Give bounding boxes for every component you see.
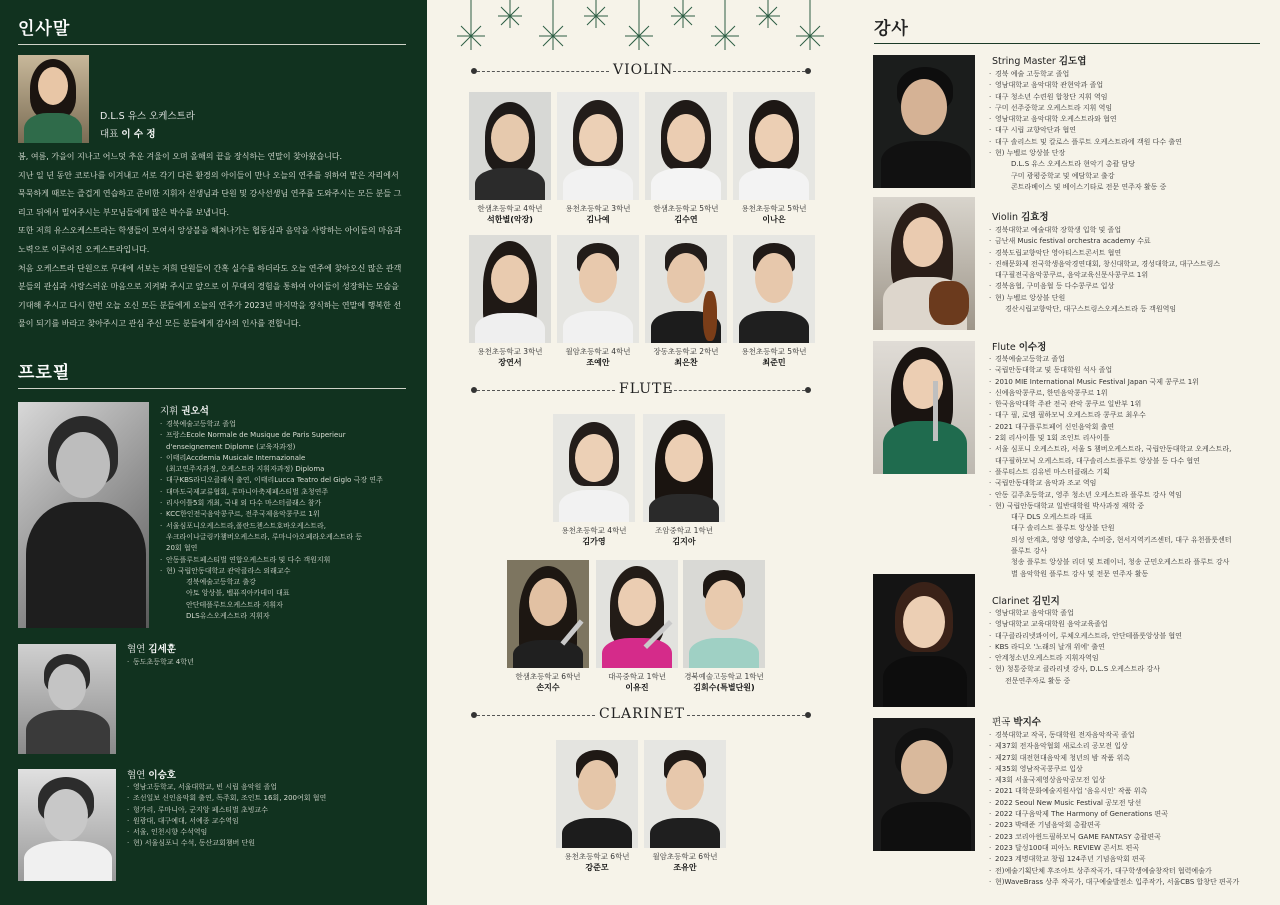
member-school: 장동초등학교 2학년	[653, 347, 719, 356]
greeting-paragraph: 처음 오케스트라 단원으로 무대에 서보는 저희 단원들이 간혹 실수를 하더라도 오늘 연주에 찾아오신 많은 관객분들의 관심과 사랑스러운 마음으로 지켜봐 주시고 앞으로 이 무대의 경험을 통하여 아이들이 성장하는 모습을 기대해 주시고 다시 한번 오늘 오신 모든 분들에게 오늘의 연주가 2023년 마지막을 장식하는 연말에 행복한 선물이 되기를 바라고 찾아주시고 관심 주신 모든 분들에게 감사의 인사를 전합니다.	[18, 263, 402, 329]
member-card	[683, 560, 765, 693]
bio-item: · 2021 대학문화예술지원사업 '음유시인' 작품 위촉	[989, 786, 1279, 797]
member-photo	[643, 414, 725, 522]
bio-item: · KBS 라디오 '노래의 날개 위에' 출연	[989, 642, 1279, 653]
instructor-name: 이수정	[1018, 342, 1047, 353]
bio-item: · KCC한인전국음악콩쿠르, 전주국제음악콩쿠르 1위	[160, 509, 425, 520]
bio-item: · 2회 리사이틀 및 1회 조인트 리사이틀	[989, 433, 1279, 444]
bio-item: · 현) 누벨르 앙상블 단원	[989, 293, 1279, 304]
bio-item: 전문연주자로 활동 중	[1005, 676, 1071, 685]
greeting-rule	[18, 44, 406, 45]
greeting-profile-panel	[0, 0, 427, 905]
member-name: 김나예	[586, 215, 610, 224]
member-photo	[645, 235, 727, 343]
bio-item: · 경북음협, 구미음협 등 다수콩쿠르 입상	[989, 281, 1279, 292]
instructor-bio	[989, 730, 1279, 888]
star-icon	[625, 0, 653, 50]
bio-item: · 제37회 전자음악협회 새로소리 공모전 입상	[989, 741, 1279, 752]
bio-item: · 이태리Accdemia Musicale Internazionale	[160, 453, 425, 464]
star-icon	[498, 0, 522, 28]
member-card	[645, 235, 727, 368]
bio-item: · 현) 국립안동대학교 일반대학원 박사과정 재학 중	[989, 501, 1279, 512]
member-name: 최은찬	[674, 358, 698, 367]
instructor-photo	[873, 574, 975, 707]
instructor-bio	[989, 225, 1279, 315]
member-card	[557, 92, 639, 225]
bio-item: · 제3회 서울국제영상음악공모전 입상	[989, 775, 1279, 786]
greeting-name: 이 수 정	[121, 129, 156, 140]
bio-item: · 제35회 영남작곡콩쿠르 입상	[989, 764, 1279, 775]
conductor-role: 지휘	[160, 406, 179, 417]
perf1-heading	[127, 641, 176, 655]
bio-item: 대구필하모닉 오케스트라, 대구솔리스트플루트 앙상블 등 다수 협연	[995, 456, 1200, 465]
perf2-heading	[127, 767, 176, 781]
star-icon	[756, 0, 780, 28]
member-school: 한샘초등학교 4학년	[477, 204, 543, 213]
bio-item: · 서울 심포니 오케스트라, 서울 S 챔버오케스트라, 국립안동대학교 오케스트라,	[989, 444, 1279, 455]
member-name: 이유진	[625, 683, 649, 692]
greeting-body	[18, 148, 408, 334]
director-photo	[18, 55, 89, 143]
member-photo	[683, 560, 765, 668]
bio-item: · 조선일보 신인음악회 출연, 독주회, 조인트 16회, 200여회 협연	[127, 793, 392, 804]
member-name: 조예안	[586, 358, 610, 367]
bio-item: · 2023 달성100대 피아노 REVIEW 콘서트 편곡	[989, 843, 1279, 854]
member-card	[645, 92, 727, 225]
member-photo	[507, 560, 589, 668]
bio-item: · 경북예술고등학교 졸업	[160, 419, 425, 430]
perf2-role: 협연	[127, 770, 146, 781]
perf1-name: 김세훈	[148, 644, 176, 655]
bio-item: · 경북 예술 고등학교 졸업	[989, 69, 1279, 80]
member-photo	[645, 92, 727, 200]
instructor-role: String Master	[992, 56, 1056, 67]
bio-item: · 현) 서울심포니 수석, 동산교회챔버 단원	[127, 838, 392, 849]
bio-item: · 서울, 인천시향 수석역임	[127, 827, 392, 838]
bio-item: · 경북도립교향악단 영아티스트콘서트 협연	[989, 248, 1279, 259]
members-panel	[427, 0, 853, 905]
member-photo	[553, 414, 635, 522]
bio-item: d'enseignement Diplome (교육자과정)	[166, 442, 296, 451]
perf1-bio	[127, 657, 392, 668]
member-name: 손지수	[536, 683, 560, 692]
bio-item: · 안동플루트페스티벌 연합오케스트라 및 다수 객원지휘	[160, 555, 425, 566]
member-school: 월암초등학교 6학년	[652, 852, 718, 861]
bio-item: · 안계청소년오케스트라 지휘자역임	[989, 653, 1279, 664]
star-icon	[711, 0, 739, 50]
member-card	[733, 92, 815, 225]
member-name: 김수연	[674, 215, 698, 224]
member-name: 김가영	[582, 537, 606, 546]
flute-section-header	[471, 383, 811, 397]
instructor-photo	[873, 341, 975, 474]
instructor-role: 편곡	[992, 717, 1011, 728]
bio-item: · 현) 누벨르 앙상블 단장	[989, 148, 1279, 159]
bio-item: 별 음악학원 플루트 강사 및 전문 연주자 활동	[1011, 569, 1149, 578]
member-photo	[596, 560, 678, 668]
conductor-name: 권오석	[181, 406, 209, 417]
member-photo	[556, 740, 638, 848]
bio-item: · 한국음악대학 주관 전국 관악 콩쿠르 일반부 1위	[989, 399, 1279, 410]
star-icon	[539, 0, 567, 50]
instructor-role: Clarinet	[992, 596, 1030, 607]
member-photo	[557, 235, 639, 343]
member-name: 석한별(악장)	[487, 215, 533, 224]
member-name: 장연서	[498, 358, 522, 367]
member-card	[644, 740, 726, 873]
instructor-role: Flute	[992, 342, 1016, 353]
bio-item: 대구 DLS 오케스트라 대표	[1011, 513, 1093, 522]
bio-item: 대구 솔리스트 플루트 앙상블 단원	[1011, 524, 1115, 533]
bio-item: 대구필전국음악콩쿠르, 음악교육신문사콩쿠르 1위	[995, 271, 1149, 280]
member-card	[553, 414, 635, 547]
conductor-heading	[160, 403, 209, 417]
bio-item: · 안동 길주초등학교, 영주 청소년 오케스트라 플루트 강사 역임	[989, 490, 1279, 501]
bio-item: · 경북대학교 작곡, 동대학원 전자음악작곡 졸업	[989, 730, 1279, 741]
member-name: 김지아	[672, 537, 696, 546]
member-photo	[733, 235, 815, 343]
conductor-bio	[160, 419, 425, 622]
bio-item: · 대구 필, 로엠 필하모닉 오케스트라 콩쿠르 최우수	[989, 410, 1279, 421]
member-school: 조암중학교 1학년	[655, 526, 713, 535]
instructor-heading	[992, 209, 1049, 223]
bio-item: · 금난새 Music festival orchestra academy 수료	[989, 236, 1279, 247]
member-name: 조유안	[673, 863, 697, 872]
bio-item: · 국립안동대학교 음악과 조교 역임	[989, 478, 1279, 489]
bio-item: 플루트 강사	[1011, 547, 1048, 556]
bio-item: · 경북대학교 예술대학 장학생 입학 및 졸업	[989, 225, 1279, 236]
perf2-photo	[18, 769, 116, 881]
bio-item: · 신예음악콩쿠르, 한민음악콩쿠르 1위	[989, 388, 1279, 399]
greeting-paragraph: 봄, 여름, 가을이 지나고 어느덧 추운 겨울이 오며 올해의 끝을 장식하는 연말이 찾아왔습니다.	[18, 152, 343, 161]
greeting-paragraph: 지난 일 년 동안 코로나를 이겨내고 서로 각기 다른 환경의 아이들이 만나 오늘의 연주를 위하여 맡은 자리에서 묵묵하게 때로는 즐겁게 연습하고 준비한 지휘자 선생님과 단원 및 강사선생님 연주를 도와주시는 모든 분들 그리고 뒤에서 밀어주시는 부모님들에게 많은 박수를 보냅니다.	[18, 170, 402, 217]
bio-item: · 현) 청통중학교 클라리넷 강사, D.L.S 오케스트라 강사	[989, 664, 1279, 675]
bio-item: · 대구 시립 교향악단과 협연	[989, 125, 1279, 136]
member-photo	[733, 92, 815, 200]
member-school: 대곡중학교 1학년	[608, 672, 666, 681]
instructor-photo	[873, 197, 975, 330]
instructor-role: Violin	[992, 212, 1019, 223]
greeting-title: 인사말	[18, 19, 71, 39]
member-school: 용천초등학교 5학년	[741, 347, 807, 356]
instructor-photo	[873, 718, 975, 851]
conductor-photo	[18, 402, 149, 628]
instructor-name: 김효정	[1021, 212, 1049, 223]
star-icon	[457, 0, 485, 50]
bio-item: · 현) 국립안동대학교 관악클라스 외래교수	[160, 566, 425, 577]
bio-item: · 제27회 대전현대음악제 청년의 밤 작품 위촉	[989, 753, 1279, 764]
greeting-org: D.L.S 유스 오케스트라	[100, 111, 195, 122]
instructor-heading	[992, 339, 1046, 353]
member-name: 김회수(특별단원)	[693, 683, 755, 692]
bio-item: · 2021 대구플루트페어 신인음악회 출연	[989, 422, 1279, 433]
bio-item: DLS유스오케스트라 지휘자	[186, 612, 270, 621]
bio-item: 안단테플루트오케스트라 지휘자	[186, 600, 283, 609]
flute-label: FLUTE	[619, 381, 674, 397]
instructor-bio	[989, 69, 1279, 193]
clarinet-section-header	[471, 708, 811, 722]
bio-item: D.L.S 유스 오케스트라 현악기 총괄 담당	[1011, 160, 1135, 169]
bio-item: · 영남대학교 음악대학 오케스트라와 협연	[989, 114, 1279, 125]
bio-item: · 대구클라리넷콰이어, 루체오케스트라, 안단테플룻앙상블 협연	[989, 631, 1279, 642]
bio-item: · 영남고등학교, 서울대학교, 빈 시립 음악원 졸업	[127, 782, 392, 793]
bio-item: · 대마도국제교류협회, 루마니아축제페스티벌 초청연주	[160, 487, 425, 498]
member-photo	[469, 92, 551, 200]
instructor-name: 김민지	[1032, 596, 1060, 607]
bio-item: 경북예술고등학교 출강	[186, 578, 256, 587]
bio-item: · 2010 MIE International Music Festival Japan 국제 콩쿠르 1위	[989, 377, 1279, 388]
perf1-photo	[18, 644, 116, 754]
bio-item: · 프랑스Ecole Normale de Musique de Paris Superieur	[160, 430, 425, 441]
greeting-role: 대표	[100, 129, 119, 140]
bio-item: · 구미 선주중학교 오케스트라 지휘 역임	[989, 103, 1279, 114]
bio-item: · 2022 Seoul New Music Festival 공모전 당선	[989, 798, 1279, 809]
bio-item: · 경북예술고등학교 졸업	[989, 354, 1279, 365]
member-card	[469, 92, 551, 225]
bio-item: · 2023 박태준 기념음악회 총괄편곡	[989, 820, 1279, 831]
member-school: 용천초등학교 5학년	[741, 204, 807, 213]
bio-item: · 영남대학교 음악대학 졸업	[989, 608, 1279, 619]
bio-item: 20회 협연	[166, 544, 198, 553]
bio-item: · 원광대, 대구예대, 서예종 교수역임	[127, 816, 392, 827]
bio-item: 콘트라베이스 및 베이스기타로 전문 연주자 활동 중	[1011, 182, 1167, 191]
bio-item: 의성 안계초, 영양 영양초, 수비중, 현서지역키즈센터, 대구 유천플룻센터	[1011, 535, 1232, 544]
member-school: 용천초등학교 6학년	[564, 852, 630, 861]
star-icon	[584, 0, 608, 28]
bio-item: · 영남대학교 교육대학원 음악교육졸업	[989, 619, 1279, 630]
member-card	[643, 414, 725, 547]
bio-item: (최고연주자과정, 오케스트라 지휘자과정) Diploma	[166, 465, 325, 474]
member-card	[556, 740, 638, 873]
member-card	[507, 560, 589, 693]
bio-item: · 2022 대구음악제 The Harmony of Generations 편곡	[989, 809, 1279, 820]
bio-item: 아토 앙상블, 벨퓨직아카데미 대표	[186, 589, 290, 598]
violin-section-header	[471, 64, 811, 78]
member-school: 용천초등학교 3학년	[565, 204, 631, 213]
bio-item: · 영남대학교 음악대학 관현악과 졸업	[989, 80, 1279, 91]
star-icon	[671, 0, 695, 28]
member-school: 용천초등학교 4학년	[561, 526, 627, 535]
instructors-panel	[853, 0, 1280, 905]
member-school: 한샘초등학교 5학년	[653, 204, 719, 213]
instructor-heading	[992, 714, 1041, 728]
bio-item: 청송 플루트 앙상블 리더 및 트레이너, 청송 군민오케스트라 플루트 강사	[1011, 558, 1230, 567]
bio-item: · 대구 솔리스트 및 칼로스 플루트 오케스트라에 객원 다수 출연	[989, 137, 1279, 148]
bio-item: · 현)WaveBrass 상주 작곡가, 대구예술발전소 입주작가, 서울CBS 합창단 편곡가	[989, 877, 1279, 888]
perf1-role: 협연	[127, 644, 146, 655]
bio-item: · 대구 청소년 수련원 합창단 지휘 역임	[989, 92, 1279, 103]
instructor-bio	[989, 608, 1279, 687]
member-name: 강준모	[585, 863, 609, 872]
bio-item: 구미 광평중학교 및 예담학교 출강	[1011, 171, 1115, 180]
bio-item: · 서울심포니오케스트라,폴란드첸스트호바오케스트라,	[160, 521, 425, 532]
instructor-name: 박지수	[1013, 717, 1041, 728]
member-card	[557, 235, 639, 368]
member-school: 용천초등학교 3학년	[477, 347, 543, 356]
violin-label: VIOLIN	[613, 62, 674, 78]
perf2-name: 이승호	[148, 770, 176, 781]
instructor-heading	[992, 53, 1086, 67]
bio-item: · 2023 코리아윈드필하모닉 GAME FANTASY 총괄편곡	[989, 832, 1279, 843]
clarinet-label: CLARINET	[599, 706, 685, 722]
profile-rule	[18, 388, 406, 389]
perf2-bio	[127, 782, 392, 850]
member-name: 이나은	[762, 215, 786, 224]
instructor-photo	[873, 55, 975, 188]
bio-item: · 헝가리, 루마니아, 군지앙 페스티벌 초빙교수	[127, 805, 392, 816]
bio-item: 경산시립교향악단, 대구스트링스오케스트라 등 객원역임	[1005, 305, 1177, 314]
star-icon	[796, 0, 824, 50]
member-photo	[557, 92, 639, 200]
instructor-name: 김도엽	[1058, 56, 1087, 67]
member-photo	[469, 235, 551, 343]
bio-item: · 국립안동대학교 및 동대학원 석사 졸업	[989, 365, 1279, 376]
bio-item: · 리사이틀5회 개최, 국내 외 다수 마스터클래스 참가	[160, 498, 425, 509]
member-school: 경북예술고등학교 1학년	[684, 672, 764, 681]
member-photo	[644, 740, 726, 848]
star-ornaments	[427, 0, 853, 56]
member-school: 월암초등학교 4학년	[565, 347, 631, 356]
instructors-rule	[874, 43, 1260, 44]
bio-item: 우크라이나글링카챔버오케스트라, 루마니아오페라오케스트라 등	[166, 532, 363, 541]
bio-item: · 진해문화제 전국학생음악경연대회, 창신대학교, 경성대학교, 대구스트링스	[989, 259, 1279, 270]
member-name: 최준민	[762, 358, 786, 367]
profile-title: 프로필	[18, 363, 71, 383]
member-card	[469, 235, 551, 368]
bio-item: · 동도초등학교 4학년	[127, 657, 392, 668]
greeting-paragraph: 또한 저희 유스오케스트라는 학생들이 모여서 앙상블을 헤쳐나가는 협동심과 음악을 사랑하는 아이들의 마음과 노력으로 이루어진 오케스트라입니다.	[18, 226, 402, 254]
bio-item: · 대구KBS라디오클래식 출연, 이태리Lucca Teatro del Giglo 극장 연주	[160, 475, 425, 486]
instructors-title: 강사	[874, 19, 909, 39]
member-school: 한샘초등학교 6학년	[515, 672, 581, 681]
bio-item: · 전)예술기획단체 후조아트 상주작곡가, 대구학생예술창작터 협력예술가	[989, 866, 1279, 877]
instructor-heading	[992, 593, 1060, 607]
instructor-bio	[989, 354, 1279, 580]
bio-item: · 플루티스트 김유빈 마스터클래스 기획	[989, 467, 1279, 478]
greeting-signer	[100, 126, 156, 140]
member-card	[733, 235, 815, 368]
member-card	[596, 560, 678, 693]
bio-item: · 2023 계명대학교 창립 124주년 기념음악회 편곡	[989, 854, 1279, 865]
